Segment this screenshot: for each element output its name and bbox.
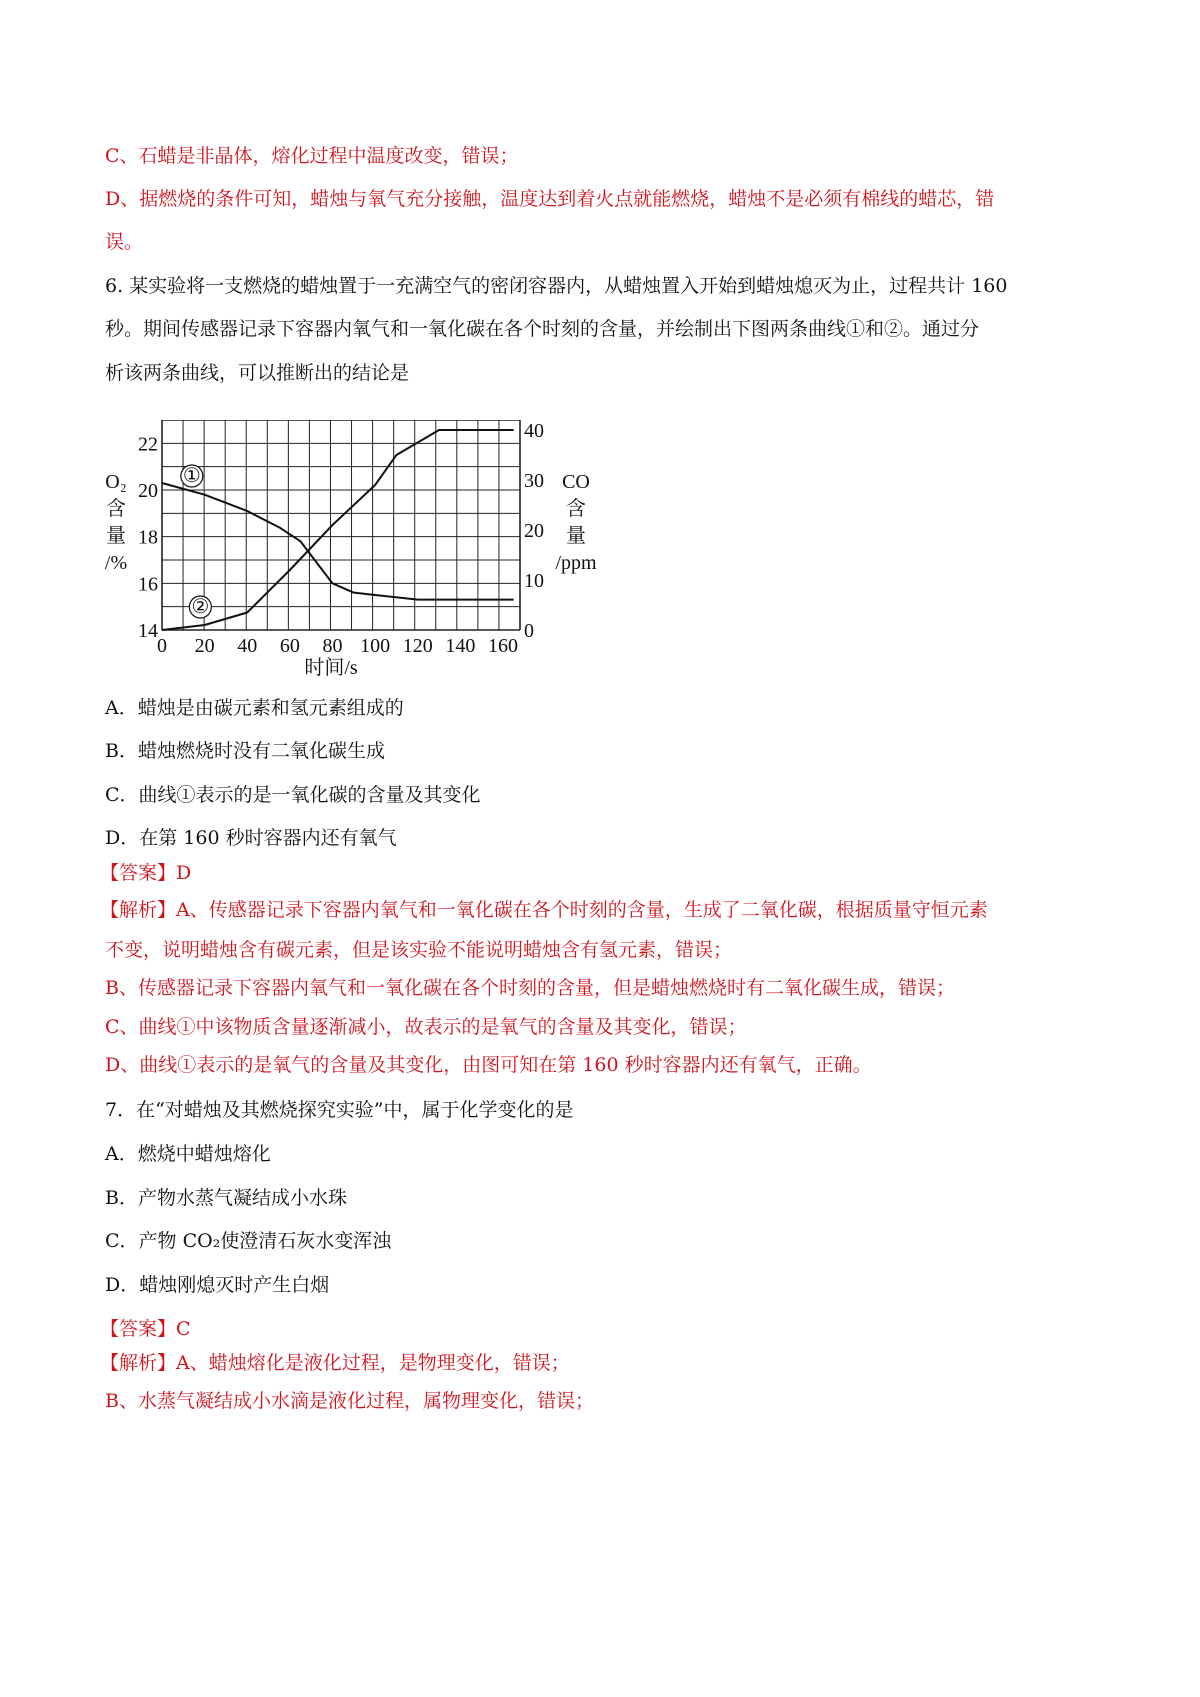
y-right-axis-label: 量 [566, 525, 586, 547]
q6-stem-line-3: 析该两条曲线，可以推断出的结论是 [105, 362, 410, 384]
y-right-axis-label: 含 [566, 498, 586, 520]
x-tick-label: 80 [322, 635, 343, 657]
q6-analysis-line-1: 【解析】A、传感器记录下容器内氧气和一氧化碳在各个时刻的含量，生成了二氧化碳，根据质量守恒元素 [100, 899, 988, 921]
analysis-line-c-prev: C、石蜡是非晶体，熔化过程中温度改变，错误； [105, 145, 519, 167]
q7-answer: 【答案】C [100, 1318, 191, 1340]
q6-analysis-line-4: C、曲线①中该物质含量逐渐减小，故表示的是氧气的含量及其变化，错误； [105, 1016, 747, 1038]
y-left-tick-label: 18 [138, 526, 158, 549]
x-tick-label: 40 [237, 635, 258, 657]
analysis-line-d-prev: D、据燃烧的条件可知，蜡烛与氧气充分接触，温度达到着火点就能燃烧，蜡烛不是必须有棉线的蜡芯，错 [105, 188, 995, 210]
q7-stem: 7．在“对蜡烛及其燃烧探究实验”中，属于化学变化的是 [105, 1099, 574, 1121]
series-line-1 [162, 483, 514, 600]
y-left-tick-label: 14 [138, 620, 158, 642]
y-left-tick-label: 20 [138, 480, 158, 502]
y-left-axis-label: 量 [106, 525, 126, 547]
y-right-tick-label: 10 [524, 570, 544, 592]
x-tick-label: 0 [157, 635, 167, 657]
q7-option-b: B．产物水蒸气凝结成小水珠 [105, 1187, 347, 1209]
q6-analysis-line-2: 不变，说明蜡烛含有碳元素，但是该实验不能说明蜡烛含有氢元素，错误； [105, 939, 733, 961]
y-right-axis-label: CO [562, 471, 590, 493]
y-left-axis-label: /% [104, 552, 128, 574]
q6-option-d: D．在第 160 秒时容器内还有氧气 [105, 827, 397, 849]
x-tick-label: 160 [487, 635, 518, 657]
x-tick-label: 100 [360, 635, 391, 657]
y-left-tick-label: 22 [138, 433, 158, 456]
q6-analysis-line-3: B、传感器记录下容器内氧气和一氧化碳在各个时刻的含量，但是蜡烛燃烧时有二氧化碳生成，错误； [105, 977, 955, 999]
q7-analysis-line-1: 【解析】A、蜡烛熔化是液化过程，是物理变化，错误； [100, 1352, 570, 1374]
q6-option-a: A．蜡烛是由碳元素和氢元素组成的 [105, 697, 404, 719]
o2-co-chart [100, 420, 660, 730]
x-tick-label: 120 [402, 635, 433, 657]
series-label: ② [191, 596, 210, 618]
y-left-axis-label: O₂ [105, 471, 127, 493]
y-right-tick-label: 40 [524, 420, 544, 442]
q6-option-c: C．曲线①表示的是一氧化碳的含量及其变化 [105, 784, 481, 806]
y-left-axis-label: 含 [106, 498, 126, 520]
series-label: ① [182, 465, 201, 487]
y-right-tick-label: 20 [524, 520, 544, 542]
q7-analysis-line-2: B、水蒸气凝结成小水滴是液化过程，属物理变化，错误； [105, 1390, 594, 1412]
q7-option-c: C．产物 CO₂使澄清石灰水变浑浊 [105, 1230, 392, 1252]
y-right-tick-label: 0 [524, 620, 534, 642]
y-right-tick-label: 30 [524, 470, 544, 492]
q6-stem-line-1: 6. 某实验将一支燃烧的蜡烛置于一充满空气的密闭容器内，从蜡烛置入开始到蜡烛熄灭为止，过程共计 160 [105, 275, 1008, 297]
analysis-line-d-prev-cont: 误。 [105, 231, 144, 253]
y-right-axis-label: /ppm [555, 552, 597, 574]
q6-option-b: B．蜡烛燃烧时没有二氧化碳生成 [105, 740, 385, 762]
y-left-tick-label: 16 [138, 573, 158, 596]
q7-option-a: A．燃烧中蜡烛熔化 [105, 1143, 271, 1165]
chart-svg [100, 420, 660, 730]
q6-analysis-line-5: D、曲线①表示的是氧气的含量及其变化，由图可知在第 160 秒时容器内还有氧气，正确。 [105, 1054, 872, 1076]
x-tick-label: 140 [445, 635, 476, 657]
q7-option-d: D．蜡烛刚熄灭时产生白烟 [105, 1274, 330, 1296]
q6-stem-line-2: 秒。期间传感器记录下容器内氧气和一氧化碳在各个时刻的含量，并绘制出下图两条曲线①和②。通过分 [105, 318, 980, 340]
x-tick-label: 60 [279, 635, 300, 657]
q6-answer: 【答案】D [100, 862, 192, 884]
x-axis-label: 时间/s [304, 657, 358, 679]
x-tick-label: 20 [194, 635, 215, 657]
